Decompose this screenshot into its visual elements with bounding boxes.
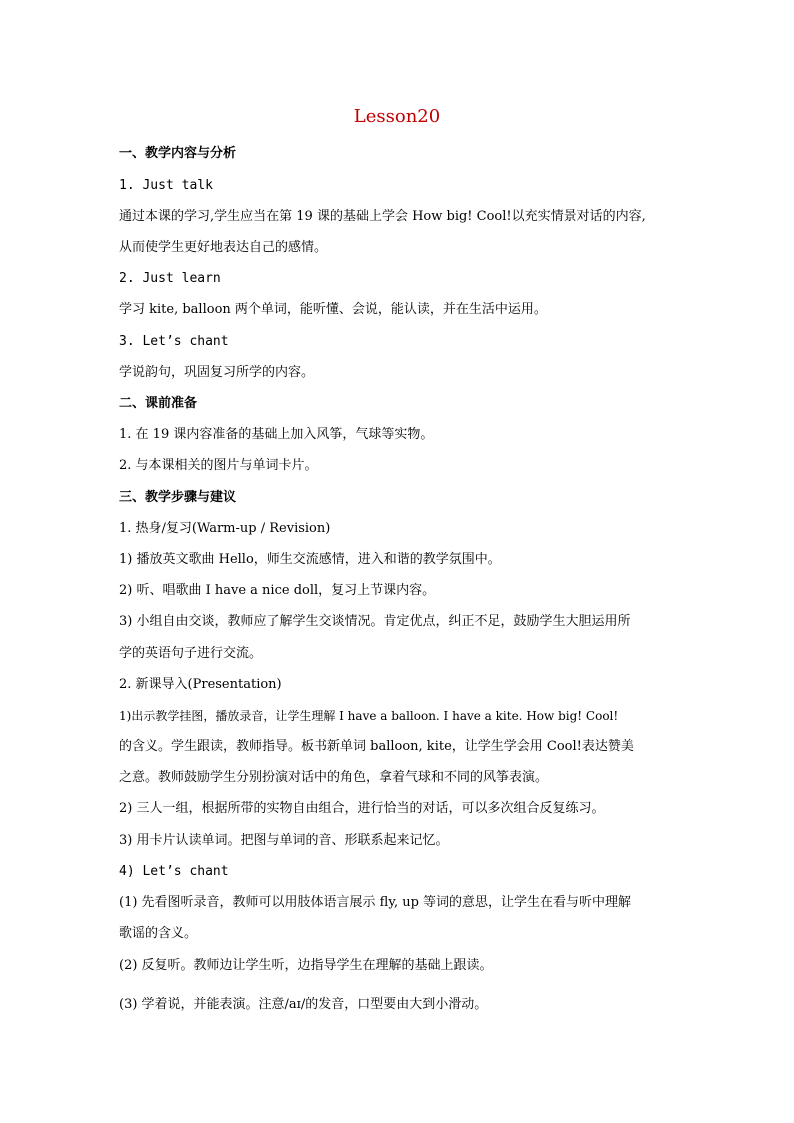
step-warmup-item-1: 1) 播放英文歌曲 Hello，师生交流感情，进入和谐的教学氛围中。: [119, 552, 501, 567]
paragraph-lets-chant: 学说韵句，巩固复习所学的内容。: [119, 365, 315, 380]
paragraph-just-talk-line2: 从而使学生更好地表达自己的感情。: [119, 240, 328, 255]
step-warmup-item-3-line1: 3) 小组自由交谈，教师应了解学生交谈情况。肯定优点，纠正不足，鼓励学生大胆运用所: [119, 614, 631, 629]
prep-item-1: 1. 在 19 课内容准备的基础上加入风筝，气球等实物。: [119, 427, 434, 442]
step-presentation-item-3: 3) 用卡片认读单词。把图与单词的音、形联系起来记忆。: [119, 833, 449, 848]
prep-item-2: 2. 与本课相关的图片与单词卡片。: [119, 458, 318, 473]
step-presentation-heading: 2. 新课导入(Presentation): [119, 677, 282, 692]
chant-step-1-line2: 歌谣的含义。: [119, 926, 198, 941]
step-warmup-item-2: 2) 听、唱歌曲 I have a nice doll，复习上节课内容。: [119, 583, 436, 598]
item-just-talk: 1. Just talk: [119, 178, 213, 193]
step-presentation-item-1-line3: 之意。教师鼓励学生分别扮演对话中的角色，拿着气球和不同的风筝表演。: [119, 770, 549, 785]
chant-step-1-line1: (1) 先看图听录音，教师可以用肢体语言展示 fly, up 等词的意思，让学生在看与听中理解: [119, 895, 632, 910]
paragraph-just-talk-line1: 通过本课的学习,学生应当在第 19 课的基础上学会 How big! Cool!以充实情景对话的内容,: [119, 209, 646, 224]
chant-step-2: (2) 反复听。教师边让学生听，边指导学生在理解的基础上跟读。: [119, 958, 493, 973]
step-presentation-item-4: 4) Let’s chant: [119, 864, 229, 879]
step-presentation-item-2: 2) 三人一组，根据所带的实物自由组合，进行恰当的对话，可以多次组合反复练习。: [119, 801, 605, 816]
item-lets-chant: 3. Let’s chant: [119, 334, 229, 349]
item-just-learn: 2. Just learn: [119, 271, 221, 286]
section-heading-content-analysis: 一、教学内容与分析: [119, 146, 237, 161]
step-warmup-heading: 1. 热身/复习(Warm-up / Revision): [119, 521, 331, 536]
chant-step-3: (3) 学着说，并能表演。注意/aɪ/的发音，口型要由大到小滑动。: [119, 997, 488, 1012]
section-heading-preparation: 二、课前准备: [119, 396, 198, 411]
step-presentation-item-1-line1: 1)出示教学挂图，播放录音，让学生理解 I have a balloon. I have a kite. How big! Cool!: [119, 709, 619, 723]
step-warmup-item-3-line2: 学的英语句子进行交流。: [119, 646, 263, 661]
step-presentation-item-1-line2: 的含义。学生跟读，教师指导。板书新单词 balloon, kite，让学生学会用 Cool!表达赞美: [119, 739, 634, 754]
document-title: Lesson20: [353, 106, 441, 127]
paragraph-just-learn: 学习 kite, balloon 两个单词，能听懂、会说，能认读，并在生活中运用。: [119, 302, 547, 317]
section-heading-steps: 三、教学步骤与建议: [119, 490, 237, 505]
